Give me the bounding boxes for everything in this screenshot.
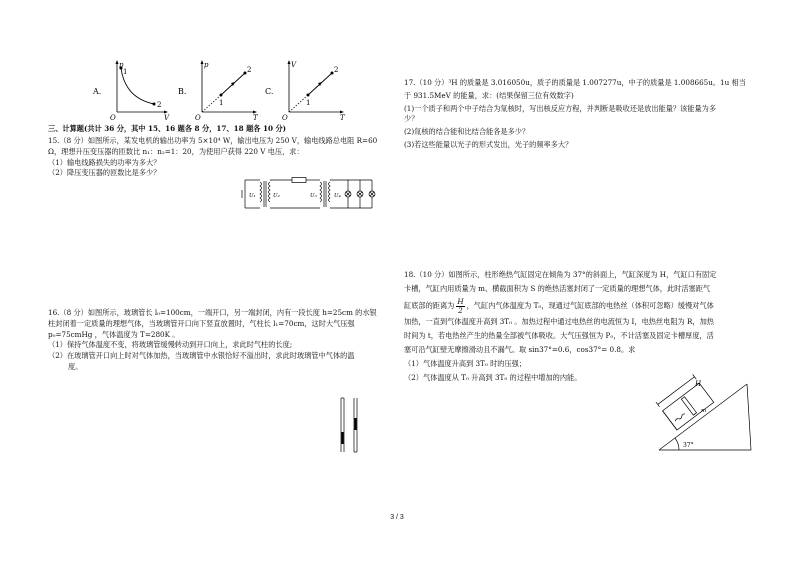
graph-a-xaxis: V (164, 114, 170, 120)
q18-line4: 加热，一直到气体温度升高到 3T₀ 。加热过程中通过电热丝的电流恒为 I，电热丝电阻为 R，加热 (404, 317, 714, 327)
q18-line2: 卡槽，气缸内用质量为 m、横截面积为 S 的绝热活塞封闭了一定质量的理想气体，此时活塞距气 (404, 283, 711, 293)
q15-u3: U₃ (310, 193, 317, 199)
q18-sub2: （2）气体温度从 T₀ 升高到 3T₀ 的过程中增加的内能。 (404, 372, 582, 382)
question-16 (48, 308, 377, 373)
page-number: 3 / 3 (390, 514, 404, 521)
q18-line5: 时间为 t，若电热丝产生的热量全部被气体吸收。大气压强恒为 P₀，不计活塞及固定卡槽厚度，活 (404, 331, 714, 341)
q16-line3: p₀=75cmHg ，气体温度为 T=280K 。 (48, 329, 180, 339)
graph-c-label: C. (265, 87, 274, 96)
q18-fig-angle: 37° (683, 442, 694, 449)
graph-c-yaxis: V (291, 61, 297, 69)
q17-line2: 于 931.5MeV 的能量，求：(结果保留三位有效数字) (404, 90, 574, 100)
q18-figure (655, 372, 755, 456)
q16-line2: 柱封闭着一定质量的理想气体，当玻璃管开口向下竖直放置时，气柱长 l₁=70cm，这时大气压强 (48, 318, 355, 328)
q15-line2: Ω，理想升压变压器的匝数比 n₁：n₂=1：20，为使用户获得 220 V 电压，求： (48, 146, 304, 156)
question-17 (404, 78, 746, 151)
graph-b (175, 58, 260, 120)
q16-sub1: （1）保持气体温度不变，将玻璃管缓慢转动到开口向上，求此时气柱的长度; (48, 340, 293, 350)
q16-sub2a: （2）在玻璃管开口向上时对气体加热，当玻璃管中水银恰好不溢出时，求此时玻璃管中气体的温 (48, 351, 355, 361)
graph-a-pt2: 2 (157, 101, 162, 109)
q18-sub1: （1）气体温度升高到 3T₀ 时的压强； (404, 358, 527, 368)
q17-sub1a: (1)一个质子和两个中子结合为氚核时，写出核反应方程，并判断是吸收还是放出能量？该能量为多 (404, 103, 717, 113)
q18-fig-m: m (701, 408, 707, 414)
q15-circuit (240, 176, 380, 212)
graph-c-pt1: 1 (306, 99, 311, 107)
q17-sub3: (3)若这些能量以光子的形式发出，光子的频率多大？ (404, 139, 573, 149)
graph-b-yaxis: p (204, 61, 209, 69)
q18-fig-h: H (695, 380, 702, 388)
graph-c-xaxis: T (340, 114, 345, 120)
q17-sub2: (2)氚核的结合能和比结合能各是多少？ (404, 127, 530, 137)
q16-sub2b: 度。 (68, 361, 83, 371)
q15-sub2: （2）降压变压器的匝数比是多少？ (48, 168, 161, 178)
graph-b-pt1: 1 (219, 99, 224, 107)
question-15 (48, 136, 377, 179)
graph-b-pt2: 2 (247, 66, 252, 74)
q18-line3-pre: 缸底部的距离为 (404, 300, 455, 310)
q15-line1: 15.（8 分）如图所示，某发电机的输出功率为 5×10⁴ W，输出电压为 250 V，输电线路总电阻 R=60 (48, 136, 378, 145)
q15-u1: U₁ (249, 193, 256, 199)
graph-c-pt2: 2 (334, 66, 339, 74)
q18-line3-post: ，气缸内气体温度为 T₀，现通过气缸底部的电热丝（体积可忽略）缓慢对气体 (466, 300, 714, 310)
q18-line6: 塞可沿气缸壁无摩擦滑动且不漏气。取 sin37°=0.6，cos37°= 0.8。求 (404, 345, 636, 355)
graph-b-label: B. (178, 87, 187, 96)
graph-a-pt1: 1 (123, 68, 128, 76)
q16-line1: 16.（8 分）如图所示，玻璃管长 l₀=100cm，一端开口，另一端封闭，内有一段长度 h=25cm 的水银 (48, 308, 377, 317)
q18-frac-num: H (457, 296, 464, 306)
q17-sub1b: 少？ (404, 114, 419, 124)
q18-fraction (456, 298, 464, 315)
q18-frac-den: 2 (458, 305, 463, 315)
question-18 (404, 270, 716, 383)
q15-u2: U₂ (273, 193, 280, 199)
q18-line1: 18.（10 分）如图所示，柱形绝热气缸固定在倾角为 37°的斜面上，气缸深度为 H，气缸口有固定 (404, 270, 717, 279)
graph-a-yaxis: p (119, 61, 124, 69)
graph-a (90, 58, 170, 120)
q15-sub1: （1）输电线路损失的功率为多大？ (48, 157, 161, 167)
q15-u4: U₄ (334, 193, 341, 199)
q17-line1: 17.（10 分）³H 的质量是 3.016050u，质子的质量是 1.007277u，中子的质量是 1.008665u。1u 相当 (404, 78, 746, 87)
graph-a-origin: O (110, 114, 116, 120)
q16-tubes (336, 396, 366, 456)
graph-c (262, 58, 347, 120)
section-heading: 三、计算题(共计 36 分，其中 15、16 题各 8 分，17、18 题各 10 分) (48, 124, 287, 133)
graph-c-origin: O (282, 114, 288, 120)
graph-b-origin: O (195, 114, 201, 120)
graph-b-xaxis: T (253, 114, 258, 120)
q18-line3 (404, 298, 716, 315)
graph-a-label: A. (93, 87, 102, 96)
